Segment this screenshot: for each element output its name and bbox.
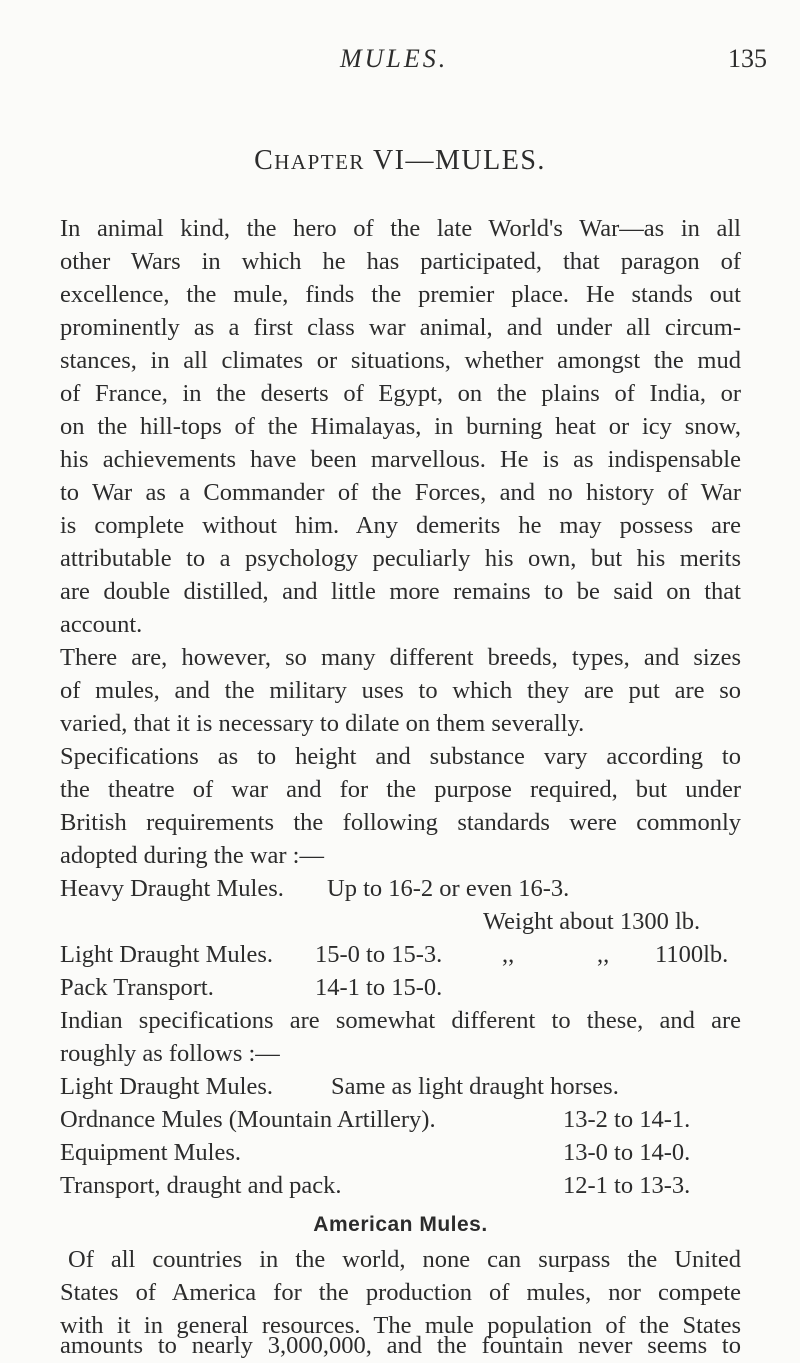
intro-line: are double distilled, and little more remains to be said on that (60, 578, 741, 605)
heavy-draught-height: Up to 16-2 or even 16-3. (327, 875, 570, 902)
intro-line: to War as a Commander of the Forces, and no history of War (60, 479, 741, 506)
intro-line: stances, in all climates or situations, whether amongst the mud (60, 347, 741, 374)
heavy-draught-weight: Weight about 1300 lb. (483, 908, 701, 935)
light-draught-height: 15-0 to 15-3. (315, 941, 443, 968)
intro-line: on the hill-tops of the Himalayas, in burning heat or icy snow, (60, 413, 741, 440)
specs-line: adopted during the war :— (60, 842, 324, 869)
american-line: with it in general resources. The mule population of the States (60, 1312, 741, 1339)
indian-ordnance-label: Ordnance Mules (Mountain Artillery). (60, 1106, 436, 1133)
breeds-line: There are, however, so many different breeds, types, and sizes (60, 644, 741, 671)
intro-line: of France, in the deserts of Egypt, on the plains of India, or (60, 380, 741, 407)
intro-line: attributable to a psychology peculiarly his own, but his merits (60, 545, 741, 572)
intro-line: prominently as a first class war animal, and under all circum- (60, 314, 741, 341)
intro-line: his achievements have been marvellous. He is as indispensable (60, 446, 741, 473)
light-draught-ditto: ,, (502, 941, 515, 968)
breeds-line: of mules, and the military uses to which they are put are so (60, 677, 741, 704)
indian-transport-value: 12-1 to 13-3. (563, 1172, 691, 1199)
running-head-title: MULES. (340, 44, 449, 73)
intro-line: is complete without him. Any demerits he may possess are (60, 512, 741, 539)
light-draught-ditto: ,, (597, 941, 610, 968)
indian-transport-label: Transport, draught and pack. (60, 1172, 342, 1199)
indian-equipment-label: Equipment Mules. (60, 1139, 242, 1166)
pack-transport-height: 14-1 to 15-0. (315, 974, 443, 1001)
section-heading-american: American Mules. (313, 1213, 488, 1236)
indian-light-value: Same as light draught horses. (331, 1073, 619, 1100)
intro-line: account. (60, 611, 143, 638)
body-text-tail (60, 0, 741, 1363)
intro-line: excellence, the mule, finds the premier place. He stands out (60, 281, 741, 308)
american-line: States of America for the production of mules, nor compete (60, 1279, 741, 1306)
light-draught-label: Light Draught Mules. (60, 941, 273, 968)
chapter-label: VI—MULES. (372, 145, 546, 176)
specs-line: Specifications as to height and substance vary according to (60, 743, 741, 770)
indian-light-label: Light Draught Mules. (60, 1073, 273, 1100)
chapter-word: HAPTER (274, 150, 365, 174)
american-line: Of all countries in the world, none can surpass the United (68, 1246, 741, 1273)
intro-line: other Wars in which he has participated, that paragon of (60, 248, 741, 275)
indian-equipment-value: 13-0 to 14-0. (563, 1139, 691, 1166)
page-number: 135 (728, 44, 767, 73)
chapter-cap: C (254, 145, 275, 176)
american-line: amounts to nearly 3,000,000, and the fountain never seems to (60, 1332, 741, 1359)
intro-line: In animal kind, the hero of the late World's War—as in all (60, 215, 741, 242)
pack-transport-label: Pack Transport. (60, 974, 214, 1001)
specs-line: British requirements the following standards were commonly (60, 809, 741, 836)
heavy-draught-label: Heavy Draught Mules. (60, 875, 284, 902)
indian-line: Indian specifications are somewhat different to these, and are (60, 1007, 741, 1034)
breeds-line: varied, that it is necessary to dilate on them severally. (60, 710, 585, 737)
specs-line: the theatre of war and for the purpose required, but under (60, 776, 741, 803)
indian-line: roughly as follows :— (60, 1040, 280, 1067)
light-draught-weight: 1100lb. (655, 941, 729, 968)
indian-ordnance-value: 13-2 to 14-1. (563, 1106, 691, 1133)
